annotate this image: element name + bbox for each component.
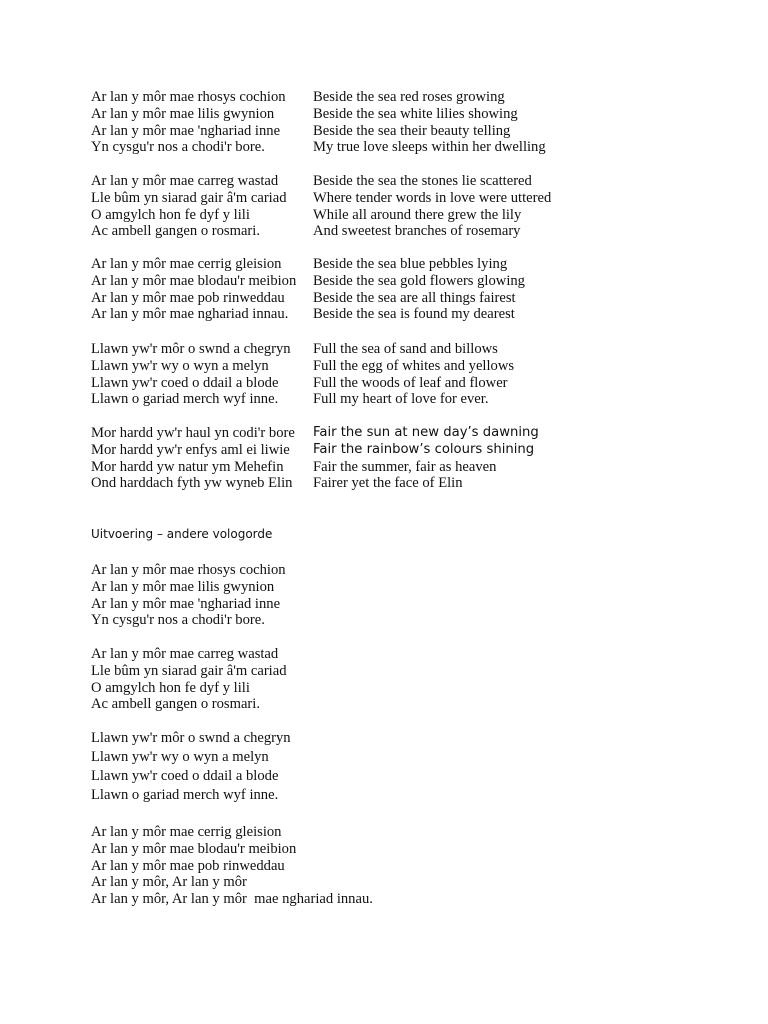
verse-line bbox=[91, 425, 691, 442]
english-text: Full the sea of sand and billows bbox=[313, 341, 498, 357]
welsh-text: Yn cysgu'r nos a chodi'r bore. bbox=[91, 139, 265, 156]
stanza-1 bbox=[91, 89, 691, 156]
verse-line bbox=[91, 106, 691, 123]
verse-line bbox=[91, 475, 691, 492]
english-text: Beside the sea the stones lie scattered bbox=[313, 173, 532, 189]
english-text: Beside the sea their beauty telling bbox=[313, 122, 511, 139]
verse-line: Lle bûm yn siarad gair â'm cariad bbox=[91, 662, 287, 679]
welsh-text: Ar lan y môr mae cerrig gleision bbox=[91, 256, 282, 272]
verse-line bbox=[91, 306, 691, 323]
english-text: Beside the sea is found my dearest bbox=[313, 306, 515, 323]
verse-line: Llawn yw'r coed o ddail a blode bbox=[91, 768, 279, 784]
welsh-text: Ar lan y môr mae pob rinweddau bbox=[91, 289, 285, 306]
verse-line bbox=[91, 341, 691, 358]
english-text: Fair the sun at new day’s dawning bbox=[313, 425, 539, 440]
welsh-text: Ar lan y môr mae rhosys cochion bbox=[91, 89, 286, 105]
verse-line: Ar lan y môr mae 'nghariad inne bbox=[91, 595, 281, 612]
verse-line: Ar lan y môr, Ar lan y môr mae nghariad innau. bbox=[91, 891, 373, 908]
english-text: Full the egg of whites and yellows bbox=[313, 357, 515, 374]
welsh-text: Mor hardd yw'r enfys aml ei liwie bbox=[91, 441, 290, 458]
verse-line bbox=[91, 190, 691, 207]
english-text: Where tender words in love were uttered bbox=[313, 189, 552, 206]
verse-line: Ar lan y môr mae cerrig gleision bbox=[91, 824, 282, 840]
welsh-text: Llawn yw'r coed o ddail a blode bbox=[91, 374, 279, 391]
english-text: Full the woods of leaf and flower bbox=[313, 374, 508, 391]
verse-line: Ar lan y môr mae rhosys cochion bbox=[91, 562, 286, 578]
english-text: Fairer yet the face of Elin bbox=[313, 475, 463, 492]
stanza-5 bbox=[91, 425, 691, 492]
verse-line: Ar lan y môr, Ar lan y môr bbox=[91, 874, 247, 891]
welsh-text: Ar lan y môr mae blodau'r meibion bbox=[91, 272, 297, 289]
alt-stanza-4 bbox=[91, 824, 691, 908]
section-heading: Uitvoering – andere vologorde bbox=[91, 527, 273, 541]
verse-line: O amgylch hon fe dyf y lili bbox=[91, 679, 250, 696]
welsh-text: Llawn yw'r wy o wyn a melyn bbox=[91, 357, 269, 374]
stanza-2 bbox=[91, 173, 691, 240]
alt-stanza-2 bbox=[91, 646, 691, 713]
verse-line bbox=[91, 139, 691, 156]
verse-line bbox=[91, 123, 691, 140]
verse-line bbox=[91, 89, 691, 106]
welsh-text: Ar lan y môr mae 'nghariad inne bbox=[91, 122, 281, 139]
verse-line: Ar lan y môr mae blodau'r meibion bbox=[91, 840, 297, 857]
verse-line bbox=[91, 459, 691, 476]
verse-line: Ac ambell gangen o rosmari. bbox=[91, 696, 260, 713]
verse-line bbox=[91, 273, 691, 290]
welsh-text: O amgylch hon fe dyf y lili bbox=[91, 206, 250, 223]
english-text: Beside the sea white lilies showing bbox=[313, 105, 518, 122]
welsh-text: Ar lan y môr mae lilis gwynion bbox=[91, 105, 275, 122]
alt-stanza-1 bbox=[91, 562, 691, 629]
alt-stanza-3 bbox=[91, 729, 691, 805]
verse-line bbox=[91, 223, 691, 240]
verse-line: Llawn o gariad merch wyf inne. bbox=[91, 787, 279, 803]
verse-line bbox=[91, 256, 691, 273]
verse-line bbox=[91, 375, 691, 392]
welsh-text: Lle bûm yn siarad gair â'm cariad bbox=[91, 189, 287, 206]
welsh-text: Ac ambell gangen o rosmari. bbox=[91, 223, 260, 240]
welsh-text: Ar lan y môr mae nghariad innau. bbox=[91, 306, 289, 323]
welsh-text: Ond harddach fyth yw wyneb Elin bbox=[91, 475, 293, 492]
welsh-text: Llawn o gariad merch wyf inne. bbox=[91, 391, 279, 408]
verse-line: Yn cysgu'r nos a chodi'r bore. bbox=[91, 612, 265, 629]
english-text: Fair the rainbow’s colours shining bbox=[313, 441, 535, 457]
english-text: Full my heart of love for ever. bbox=[313, 391, 489, 408]
verse-line: Ar lan y môr mae pob rinweddau bbox=[91, 857, 285, 874]
verse-line bbox=[91, 442, 691, 459]
english-text: Fair the summer, fair as heaven bbox=[313, 458, 497, 475]
english-text: And sweetest branches of rosemary bbox=[313, 223, 521, 240]
verse-line: Ar lan y môr mae carreg wastad bbox=[91, 646, 279, 662]
english-text: Beside the sea red roses growing bbox=[313, 89, 505, 105]
verse-line bbox=[91, 290, 691, 307]
english-text: Beside the sea blue pebbles lying bbox=[313, 256, 508, 272]
welsh-text: Mor hardd yw natur ym Mehefin bbox=[91, 458, 284, 475]
welsh-text: Llawn yw'r môr o swnd a chegryn bbox=[91, 341, 291, 357]
stanza-3 bbox=[91, 256, 691, 323]
stanza-4 bbox=[91, 341, 691, 408]
verse-line bbox=[91, 358, 691, 375]
welsh-text: Mor hardd yw'r haul yn codi'r bore bbox=[91, 425, 295, 441]
verse-line: Llawn yw'r môr o swnd a chegryn bbox=[91, 730, 291, 746]
english-text: Beside the sea gold flowers glowing bbox=[313, 272, 525, 289]
verse-line: Ar lan y môr mae lilis gwynion bbox=[91, 578, 275, 595]
welsh-text: Ar lan y môr mae carreg wastad bbox=[91, 173, 279, 189]
verse-line bbox=[91, 391, 691, 408]
verse-line bbox=[91, 207, 691, 224]
english-text: My true love sleeps within her dwelling bbox=[313, 139, 546, 156]
english-text: While all around there grew the lily bbox=[313, 206, 522, 223]
english-text: Beside the sea are all things fairest bbox=[313, 289, 516, 306]
verse-line bbox=[91, 173, 691, 190]
verse-line: Llawn yw'r wy o wyn a melyn bbox=[91, 749, 269, 765]
